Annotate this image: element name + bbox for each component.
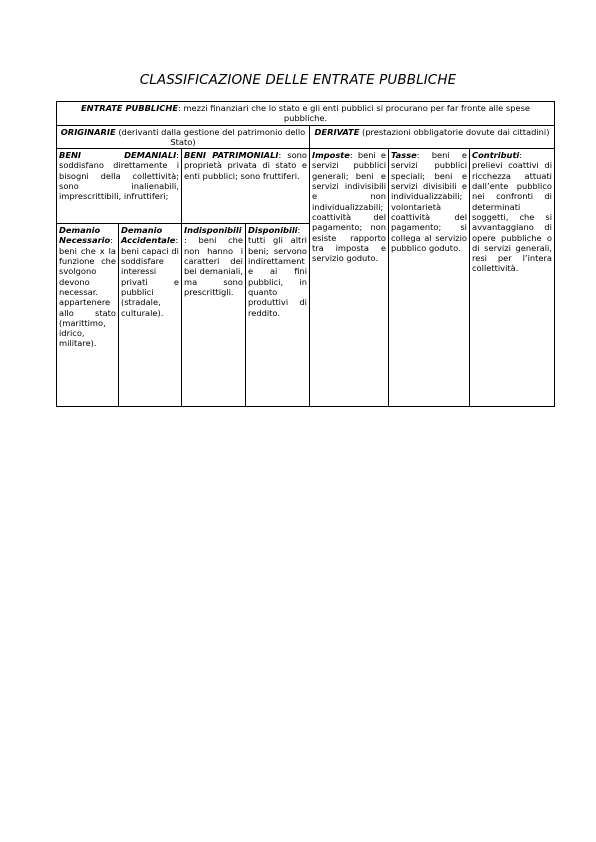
originarie-term: ORIGINARIE [60, 126, 116, 137]
indisponibili-text: : beni che non hanno i caratteri dei bei demaniali, ma sono prescrittigli. [184, 235, 243, 297]
entrate-pubbliche-cell [57, 102, 555, 126]
beni-patrimoniali-cell [182, 149, 310, 224]
beni-patrimoniali-term: BENI PATRIMONIALI [184, 150, 279, 161]
demanio-necessario-text: : beni che x la funzione che svolgono devono necessar. appartenere allo stato (marittimo, idrico, militare). [59, 235, 116, 349]
category-row [57, 125, 555, 149]
derivate-cell [310, 125, 555, 149]
disponibili-cell [246, 224, 310, 407]
beni-demaniali-cell [57, 149, 182, 224]
demanio-accidentale-term: Demanio Accidentale [121, 225, 176, 246]
demanio-accidentale-text: : beni capaci di soddisfare interessi privati e pubblici (stradale, culturale). [121, 235, 179, 318]
beni-demaniali-text: : soddisfano direttamente i bisogni della collettività; sono inalienabili, imprescrittibili, infruttiferi; [59, 150, 179, 202]
imposte-term: Imposte [312, 150, 350, 161]
originarie-cell [57, 125, 310, 149]
demanio-necessario-term: Demanio Necessario [59, 225, 111, 246]
contributi-cell [470, 149, 555, 407]
derivate-text: (prestazioni obbligatorie dovute dai cittadini) [359, 126, 550, 137]
beni-demaniali-term: BENI DEMANIALI [59, 150, 177, 161]
demanio-accidentale-cell [119, 224, 182, 407]
derivate-term: DERIVATE [314, 126, 360, 137]
contributi-text: : prelievi coattivi di ricchezza attuati dall’ente pubblico nei confronti di determinati soggetti, che si avvantaggiano di opere pubbliche o di servizi generali, resi per l’intera collettività. [472, 150, 552, 274]
demanio-necessario-cell [57, 224, 119, 407]
page-title: CLASSIFICAZIONE DELLE ENTRATE PUBBLICHE [139, 72, 457, 88]
classification-table [56, 101, 555, 407]
imposte-text: : beni e servizi pubblici generali; beni e servizi indivisibili e non individualizzabili; coattività del pagamento; non esiste rapporto tra imposta e servizio goduto. [312, 150, 386, 264]
header-row [57, 102, 555, 126]
beni-row [57, 149, 555, 224]
entrate-pubbliche-term: ENTRATE PUBBLICHE [80, 103, 178, 113]
entrate-pubbliche-text: : mezzi finanziari che lo stato e gli enti pubblici si procurano per far fronte alle spese pubbliche. [178, 103, 531, 124]
tasse-term: Tasse [391, 150, 417, 161]
disponibili-term: Disponibili [248, 225, 298, 236]
beni-patrimoniali-text: : sono proprietà privata di stato e enti pubblici; sono fruttiferi. [184, 150, 307, 181]
disponibili-text: : tutti gli altri beni; servono indirettamente ai fini pubblici, in quanto produttivi di reddito. [248, 225, 307, 318]
indisponibili-cell [182, 224, 246, 407]
contributi-term: Contributi [472, 150, 520, 161]
imposte-cell [310, 149, 389, 407]
originarie-text: (derivanti dalla gestione del patrimonio dello Stato) [115, 126, 306, 147]
indisponibili-term: Indisponibili [184, 225, 242, 236]
tasse-cell [389, 149, 470, 407]
tasse-text: : beni e servizi pubblici speciali; beni e servizi divisibili e individualizzabili; volontarietà coattività del pagamento; si collega al servizio pubblico goduto. [391, 150, 467, 253]
